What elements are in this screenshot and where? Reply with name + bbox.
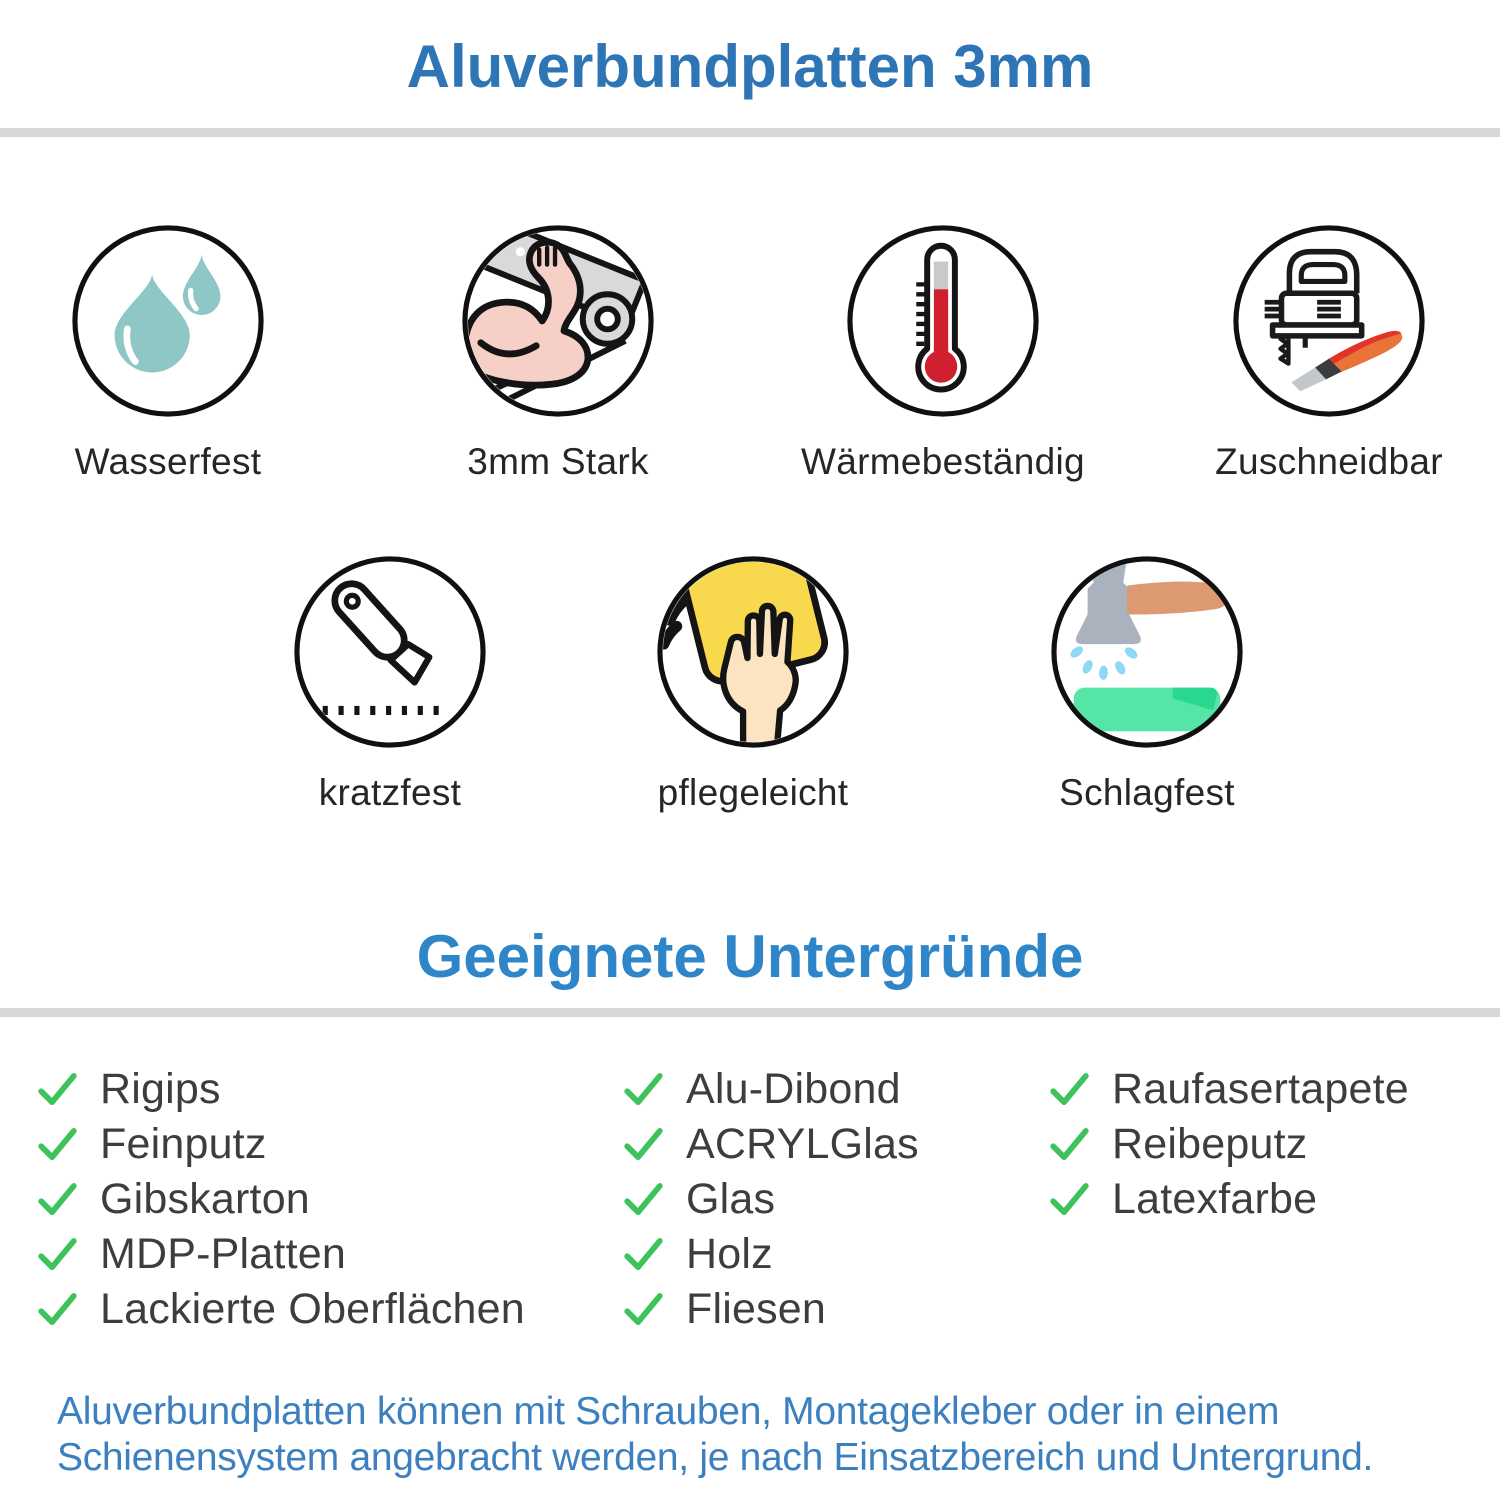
substrate-label: Lackierte Oberflächen	[100, 1285, 525, 1333]
substrate-label: MDP-Platten	[100, 1230, 346, 1278]
check-icon	[620, 1121, 667, 1168]
substrate-label: Alu-Dibond	[686, 1065, 901, 1113]
substrate-item	[620, 1282, 919, 1337]
substrate-label: Feinputz	[100, 1120, 267, 1168]
substrate-label: Holz	[686, 1230, 773, 1278]
water-drops-icon	[69, 222, 267, 420]
check-icon	[620, 1066, 667, 1113]
substrate-label: Fliesen	[686, 1285, 827, 1333]
feature-label: 3mm Stark	[467, 441, 649, 482]
check-icon	[620, 1231, 667, 1278]
divider-substrates	[0, 1008, 1500, 1017]
substrate-label: Glas	[686, 1175, 776, 1223]
feature-waermebestaendig	[778, 222, 1108, 483]
substrate-item	[620, 1227, 919, 1282]
substrate-item	[34, 1282, 525, 1337]
substrate-item	[1046, 1117, 1409, 1172]
feature-label: Zuschneidbar	[1215, 441, 1443, 482]
substrate-item	[1046, 1172, 1409, 1227]
substrate-item	[620, 1117, 919, 1172]
substrate-item	[620, 1062, 919, 1117]
substrate-item	[34, 1117, 525, 1172]
check-icon	[34, 1231, 81, 1278]
feature-label: Schlagfest	[1059, 772, 1235, 813]
divider-top	[0, 128, 1500, 137]
check-icon	[34, 1121, 81, 1168]
substrates-column-1	[34, 1062, 525, 1337]
footer-note	[57, 1389, 1373, 1481]
check-icon	[1046, 1121, 1093, 1168]
substrate-item	[34, 1172, 525, 1227]
feature-wasserfest	[3, 222, 333, 483]
utility-knife-icon	[291, 553, 489, 751]
wiping-hand-icon	[654, 553, 852, 751]
feature-label: Wärmebeständig	[801, 441, 1085, 482]
check-icon	[620, 1176, 667, 1223]
feature-kratzfest	[225, 553, 555, 814]
check-icon	[34, 1176, 81, 1223]
substrate-label: Reibeputz	[1112, 1120, 1308, 1168]
footer-line-2: Schienensystem angebracht werden, je nach Einsatzbereich und Untergrund.	[57, 1436, 1374, 1479]
substrate-item	[1046, 1062, 1409, 1117]
substrate-label: Latexfarbe	[1112, 1175, 1318, 1223]
check-icon	[1046, 1176, 1093, 1223]
muscle-arm-icon	[459, 222, 657, 420]
check-icon	[620, 1286, 667, 1333]
check-icon	[34, 1286, 81, 1333]
substrate-label: ACRYLGlas	[686, 1120, 919, 1168]
feature-label: Wasserfest	[74, 441, 262, 482]
substrate-item	[34, 1227, 525, 1282]
feature-label: kratzfest	[318, 772, 462, 813]
feature-label: pflegeleicht	[657, 772, 849, 813]
substrate-label: Gibskarton	[100, 1175, 310, 1223]
check-icon	[34, 1066, 81, 1113]
feature-zuschneidbar	[1164, 222, 1494, 483]
substrate-label: Rigips	[100, 1065, 221, 1113]
jigsaw-icon	[1230, 222, 1428, 420]
substrates-column-2	[620, 1062, 919, 1337]
page-title: Aluverbundplatten 3mm	[406, 33, 1094, 100]
thermometer-icon	[844, 222, 1042, 420]
footer-line-1: Aluverbundplatten können mit Schrauben, Montagekleber oder in einem	[57, 1390, 1280, 1433]
feature-schlagfest	[982, 553, 1312, 814]
hammer-icon	[1048, 553, 1246, 751]
substrates-column-3	[1046, 1062, 1409, 1227]
substrate-label: Raufasertapete	[1112, 1065, 1409, 1113]
feature-3mm-stark	[393, 222, 723, 483]
check-icon	[1046, 1066, 1093, 1113]
substrate-item	[34, 1062, 525, 1117]
feature-pflegeleicht	[588, 553, 918, 814]
substrates-title: Geeignete Untergründe	[416, 923, 1084, 990]
substrate-item	[620, 1172, 919, 1227]
